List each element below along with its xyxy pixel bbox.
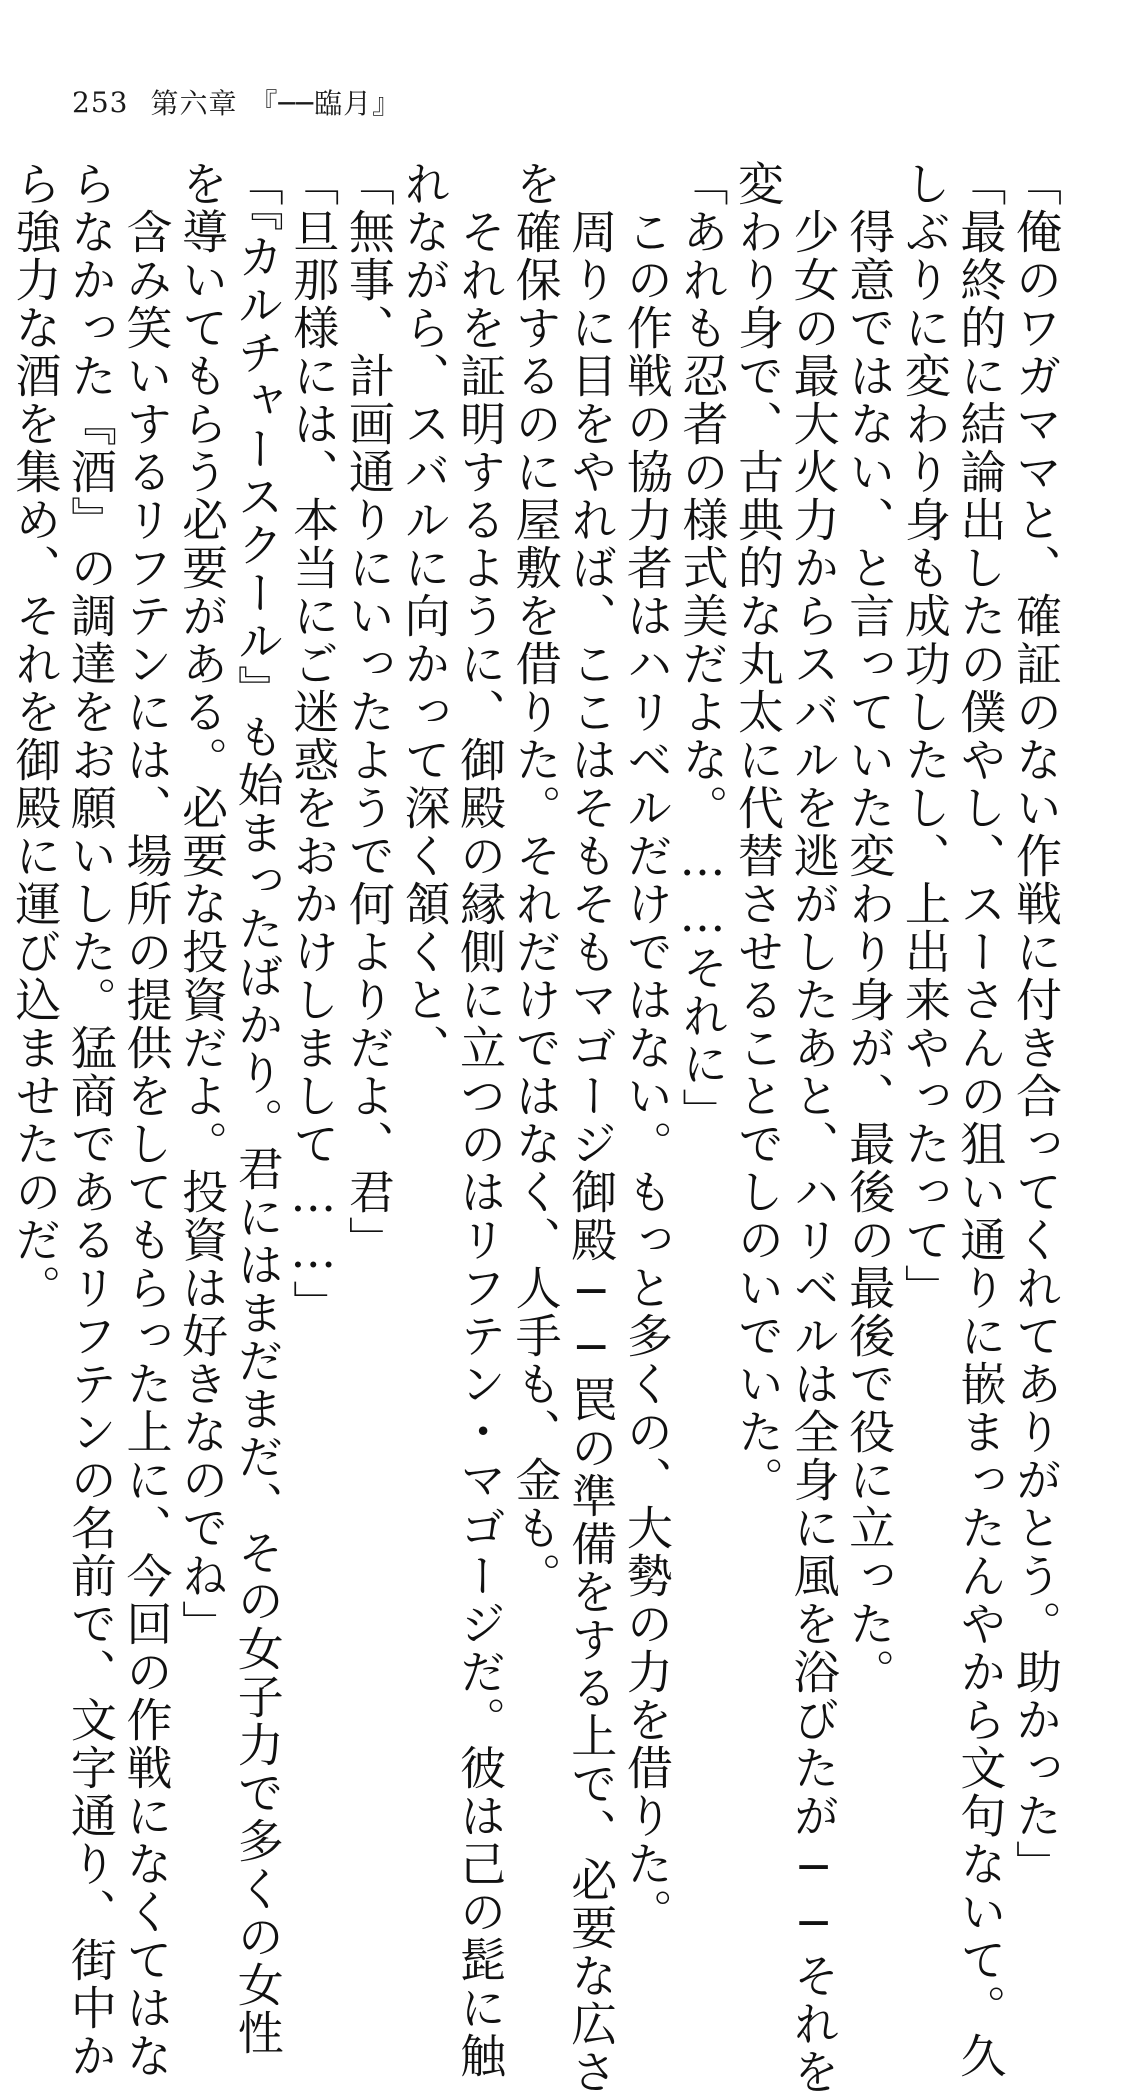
- running-head: [72, 82, 401, 122]
- text-line: を確保するのに屋敷を借りた。それだけではなく、人手も、金も。: [508, 160, 563, 1600]
- text-line: 「最終的に結論出したの僕やし、スーさんの狙い通りに嵌まったんやから文句ないて。久: [953, 160, 1008, 2080]
- chapter-title: 『──臨月』: [249, 87, 402, 120]
- text-line: 「旦那様には、本当にご迷惑をおかけしまして……」: [286, 160, 341, 1328]
- vertical-body-text: [8, 160, 1063, 2096]
- text-line: しぶりに変わり身も成功したし、上出来やったって」: [897, 160, 952, 1312]
- text-line: 「俺のワガママと、確証のない作戦に付き合ってくれてありがとう。助かった」: [1009, 160, 1063, 1888]
- text-line: れながら、スバルに向かって深く頷くと、: [397, 160, 452, 1072]
- text-line: 少女の最大火力からスバルを逃がしたあと、ハリベルは全身に風を浴びたが──それを: [786, 160, 841, 2096]
- text-line: 「無事、計画通りにいったようで何よりだよ、君」: [341, 160, 396, 1264]
- text-line: 含み笑いするリフテンには、場所の提供をしてもらった上に、今回の作戦になくてはな: [119, 160, 174, 2080]
- chapter-label: 第六章: [150, 87, 238, 120]
- text-line: ら強力な酒を集め、それを御殿に運び込ませたのだ。: [8, 160, 63, 1312]
- text-line: 「あれも忍者の様式美だよな。……それに」: [675, 160, 730, 1136]
- page-number: 253: [72, 85, 129, 119]
- text-line: 得意ではない、と言っていた変わり身が、最後の最後で役に立った。: [842, 160, 897, 1696]
- text-line: を導いてもらう必要がある。必要な投資だよ。投資は好きなのでね」: [175, 160, 230, 1648]
- text-line: 周りに目をやれば、ここはそもそもマゴージ御殿──罠の準備をする上で、必要な広さ: [564, 160, 619, 2096]
- text-line: 変わり身で、古典的な丸太に代替させることでしのいでいた。: [731, 160, 786, 1504]
- text-line: らなかった『酒』の調達をお願いした。猛商であるリフテンの名前で、文字通り、街中か: [63, 160, 118, 2080]
- text-line: この作戦の協力者はハリベルだけではない。もっと多くの、大勢の力を借りた。: [619, 160, 674, 1936]
- text-line: 「『カルチャースクール』も始まったばかり。君にはまだまだ、その女子力で多くの女性: [230, 160, 285, 2057]
- text-columns: [7, 160, 1063, 2096]
- text-line: それを証明するように、御殿の縁側に立つのはリフテン・マゴージだ。彼は己の髭に触: [453, 160, 508, 2080]
